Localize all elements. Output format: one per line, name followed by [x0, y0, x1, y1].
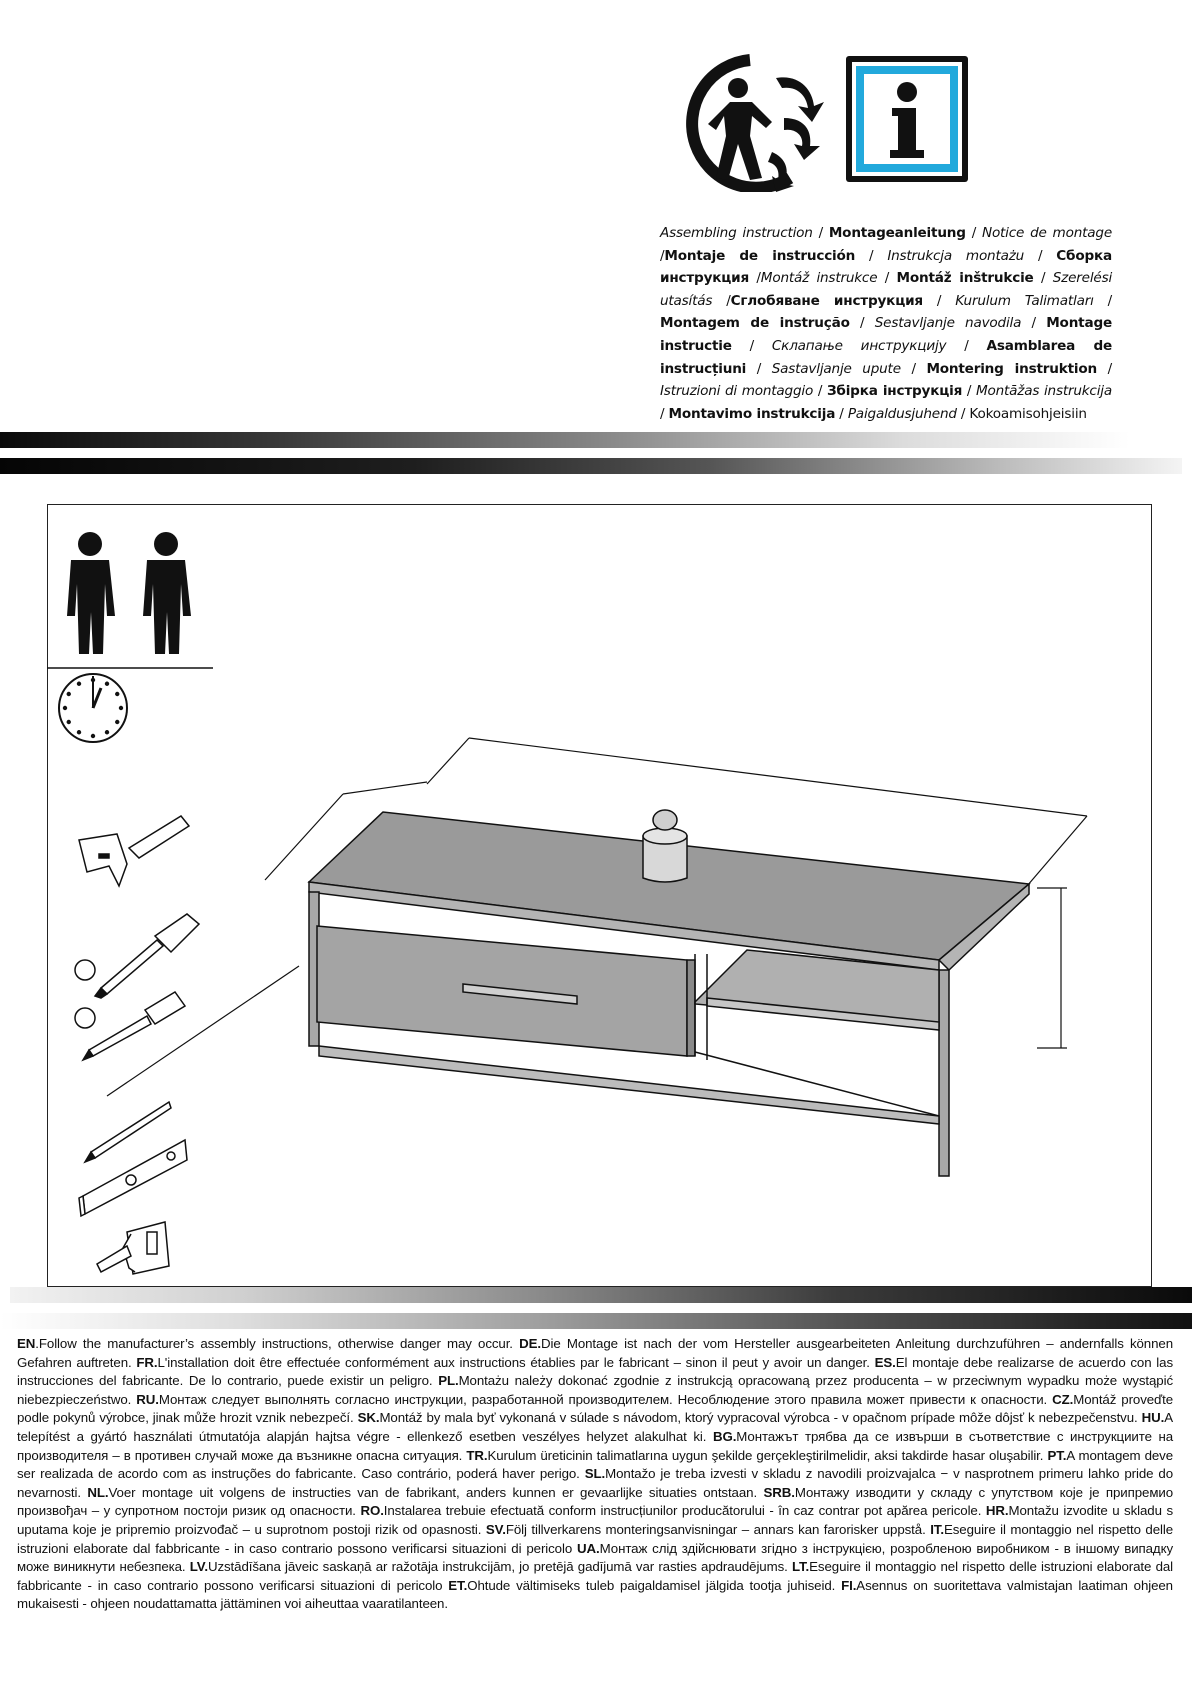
- title-segment: Sastavljanje upute: [771, 360, 901, 377]
- top-gradient-bar-1: [0, 432, 1130, 448]
- warning-sentence: A telepítést a gyártó használati útmutatója alapján hajtsa végre - ellenkező esetben veszélyes helyzet alakulhat ki.: [17, 1410, 1174, 1444]
- warning-sentence: Монтажу изводити у складу с упутством које је припремио произвођач – у супротном постоји ризик од опасности.: [17, 1484, 1173, 1519]
- title-segment: /: [812, 225, 829, 241]
- language-code: FR.: [136, 1354, 158, 1370]
- title-segment: /: [1021, 315, 1047, 332]
- information-icon: [846, 56, 968, 182]
- language-code: ES.: [874, 1354, 896, 1370]
- language-code: RO.: [360, 1503, 384, 1519]
- title-segment: /: [749, 270, 761, 287]
- warning-sentence: Montáž by mala byť vykonaná v súlade s návodom, ktorý vypracoval výrobca - v opačnom prípade môže dôjsť k nebezpečenstvu.: [379, 1410, 1142, 1426]
- two-persons-icon: [67, 532, 191, 654]
- title-segment: Сглобяване инструкция: [730, 292, 923, 309]
- language-code: LV.: [189, 1559, 208, 1575]
- top-gradient-bar-2: [0, 458, 1182, 474]
- title-segment: Склапање инструкцију: [771, 337, 947, 354]
- title-segment: /: [1097, 360, 1112, 377]
- title-segment: /: [746, 360, 772, 377]
- language-code: PL.: [438, 1373, 459, 1389]
- title-segment: /: [813, 383, 827, 400]
- language-code: DE.: [519, 1336, 541, 1351]
- warning-sentence: Montažu izvodite u skladu s uputama koje je pripremio proizvođač – u suprotnom postoji rizik od opasnosti.: [17, 1503, 1173, 1537]
- language-code: HR.: [985, 1503, 1009, 1519]
- warning-sentence: Eseguire il montaggio nel rispetto delle istruzioni elaborate dal fabbricante - in caso contrario possono verificarsi situazioni di pericolo: [17, 1521, 1174, 1556]
- title-segment: Istruzioni di montaggio: [660, 383, 814, 400]
- clock-tick: [105, 682, 109, 686]
- title-segment: Montaje de instrucción: [664, 247, 856, 264]
- bottom-gradient-bar-2: [0, 1313, 1192, 1329]
- warning-sentence: Instalarea trebuie efectuată conform instrucțiunilor producătorului - în caz contrar pot apărea pericole.: [383, 1503, 986, 1519]
- title-segment: /: [946, 337, 987, 354]
- clock-icon: [59, 674, 127, 742]
- title-segment: Montageanleitung: [828, 225, 966, 241]
- warning-sentence: Ohtude vältimiseks tuleb paigaldamisel jälgida tootja juhiseid.: [467, 1577, 842, 1593]
- language-code: SRB.: [763, 1484, 795, 1500]
- title-segment: Kokoamisohjeisiin: [969, 405, 1087, 422]
- safety-icons: [680, 52, 980, 192]
- hammer-icon: [79, 816, 189, 886]
- title-segment: Assembling instruction: [660, 225, 813, 241]
- tv-stand-illustration: [309, 810, 1029, 1176]
- language-code: RU.: [136, 1391, 159, 1407]
- title-segment: Montage instructie: [660, 315, 1112, 354]
- warning-sentence: Voer montage uit volgens de instructies van de fabrikant, anders kunnen er gevaarlijke situaties ontstaan.: [108, 1484, 764, 1500]
- title-segment: /: [712, 292, 731, 309]
- warning-sentence: Die Montage ist nach der vom Hersteller ausgearbeiteten Anleitung durchzuführen – andernfalls können Gefahren auftreten.: [17, 1336, 1173, 1370]
- title-segment: Paigaldusjuhend: [847, 405, 957, 422]
- person-icon: [143, 532, 191, 654]
- clock-tick: [63, 706, 67, 710]
- title-segment: Збірка інструкція: [826, 383, 963, 400]
- pencil-icon: [85, 1102, 171, 1162]
- recycle-person-icon: [692, 60, 824, 192]
- title-segment: Notice de montage: [981, 225, 1112, 241]
- clock-tick: [91, 734, 95, 738]
- title-segment: Instrukcja montażu: [887, 247, 1025, 264]
- title-segment: /: [660, 247, 665, 264]
- tape-measure-icon: [97, 1222, 169, 1274]
- title-segment: /: [660, 405, 669, 422]
- clock-tick: [77, 730, 81, 734]
- title-segment: Sestavljanje navodila: [874, 315, 1022, 332]
- language-code: SK.: [357, 1410, 380, 1426]
- title-segment: /: [731, 337, 772, 354]
- warning-sentence: Kurulum üreticinin talimatlarına uygun şekilde gerçekleştirilmelidir, aksi takdirde hasar oluşabilir.: [487, 1447, 1048, 1463]
- language-code: BG.: [712, 1428, 737, 1444]
- title-segment: Montavimo instrukcija: [668, 405, 836, 422]
- phillips-screwdriver-icon: [75, 992, 185, 1060]
- title-segment: /: [1024, 247, 1057, 264]
- warning-sentence: Montażu należy dokonać zgodnie z instrukcją opracowaną przez producenta – w przeciwnym wypadku może wystąpić niebezpieczeństwo.: [17, 1373, 1173, 1407]
- title-segment: /: [877, 270, 897, 287]
- warning-sentence: El montaje debe realizarse de acuerdo con las instrucciones del fabricante. De lo contrario, puede existir un peligro.: [17, 1354, 1173, 1389]
- title-segment: /: [1093, 292, 1112, 309]
- language-code: EN: [17, 1336, 36, 1351]
- warning-sentence: Montažo je treba izvesti v skladu z navodili proizvajalca − v nasprotnem primeru lahko pride do nevarnosti.: [17, 1466, 1173, 1500]
- language-code: SL.: [584, 1466, 606, 1482]
- multilingual-title: [660, 222, 1112, 425]
- language-code: CZ.: [1052, 1391, 1074, 1407]
- title-segment: /: [900, 360, 927, 377]
- language-code: FI.: [841, 1577, 857, 1593]
- title-segment: Montagem de instrução: [660, 315, 850, 332]
- title-segment: Kurulum Talimatları: [955, 292, 1094, 309]
- title-segment: /: [1033, 270, 1053, 287]
- title-segment: Сборка инструкция: [660, 247, 1113, 287]
- clock-tick: [105, 730, 109, 734]
- assembly-warning-text: [17, 1335, 1173, 1614]
- warning-sentence: .Follow the manufacturer’s assembly instructions, otherwise danger may occur.: [35, 1336, 520, 1351]
- title-segment: Montáž inštrukcie: [896, 270, 1034, 287]
- assembly-overview-illustration: [47, 504, 1152, 1287]
- title-segment: /: [855, 247, 888, 264]
- warning-sentence: Följ tillverkarens monteringsanvisningar – annars kan farorisker uppstå.: [505, 1521, 931, 1537]
- warning-sentence: Uzstādīšana jāveic saskaņā ar ražotāja instrukcijām, jo pretējā gadījumā var rasties apdraudējums.: [207, 1559, 792, 1575]
- person-icon: [67, 532, 115, 654]
- warning-sentence: Монтаж слід здійснювати згідно з інструкцією, розробленою виробником - в іншому випадку може виникнути небезпека.: [17, 1540, 1174, 1575]
- language-code: NL.: [87, 1484, 109, 1500]
- warning-sentence: L'installation doit être effectuée conformément aux instructions établies par le fabricant – sinon il peut y avoir un danger.: [157, 1354, 875, 1370]
- title-segment: /: [965, 225, 982, 241]
- warning-sentence: Монтажът трябва да се извърши в съответствие с инструкциите на производителя – в противен случай може да възникне опасна ситуация.: [17, 1428, 1174, 1463]
- clock-tick: [77, 682, 81, 686]
- clock-tick: [67, 692, 71, 696]
- warning-sentence: Asennus on suoritettava valmistajan laatiman ohjeen mukaisesti - ohjeen noudattamatta jättäminen voi aiheuttaa vaaratilanteen.: [17, 1577, 1173, 1612]
- title-segment: Szerelési utasítás: [660, 270, 1113, 309]
- language-code: TR.: [466, 1447, 488, 1463]
- title-segment: /: [922, 292, 956, 309]
- flat-screwdriver-icon: [75, 914, 199, 998]
- title-segment: /: [962, 383, 976, 400]
- bottom-gradient-bar-1: [10, 1287, 1192, 1303]
- title-segment: /: [835, 405, 848, 422]
- warning-sentence: Montáž proveďte podle pokynů výrobce, jinak může hrozit vznik nebezpečí.: [17, 1391, 1174, 1426]
- title-segment: /: [849, 315, 875, 332]
- title-segment: Montáž instrukce: [760, 270, 878, 287]
- clock-tick: [119, 706, 123, 710]
- title-segment: /: [956, 405, 970, 422]
- clock-tick: [67, 720, 71, 724]
- language-code: IT.: [930, 1521, 944, 1537]
- warning-sentence: Монтаж следует выполнять согласно инструкции, разработанной производителем. Несоблюдение этого правила может привести к опасности.: [158, 1391, 1053, 1407]
- warning-sentence: Eseguire il montaggio nel rispetto delle istruzioni elaborate dal fabbricante - in caso contrario possono verificarsi situazioni di pericolo: [17, 1559, 1174, 1593]
- title-segment: Montāžas instrukcija: [975, 383, 1112, 400]
- language-code: UA.: [577, 1540, 600, 1556]
- language-code: ET.: [448, 1577, 468, 1593]
- language-code: HU.: [1141, 1410, 1165, 1426]
- warning-sentence: A montagem deve ser realizada de acordo com as instruções do fabricante. Caso contrário, poderá haver perigo.: [17, 1447, 1174, 1482]
- clock-tick: [115, 692, 119, 696]
- title-segment: Asamblarea de instrucțiuni: [660, 337, 1112, 377]
- language-code: SV.: [485, 1521, 506, 1537]
- title-segment: Montering instruktion: [926, 360, 1098, 377]
- language-code: LT.: [791, 1559, 810, 1575]
- language-code: PT.: [1047, 1447, 1067, 1463]
- clock-tick: [115, 720, 119, 724]
